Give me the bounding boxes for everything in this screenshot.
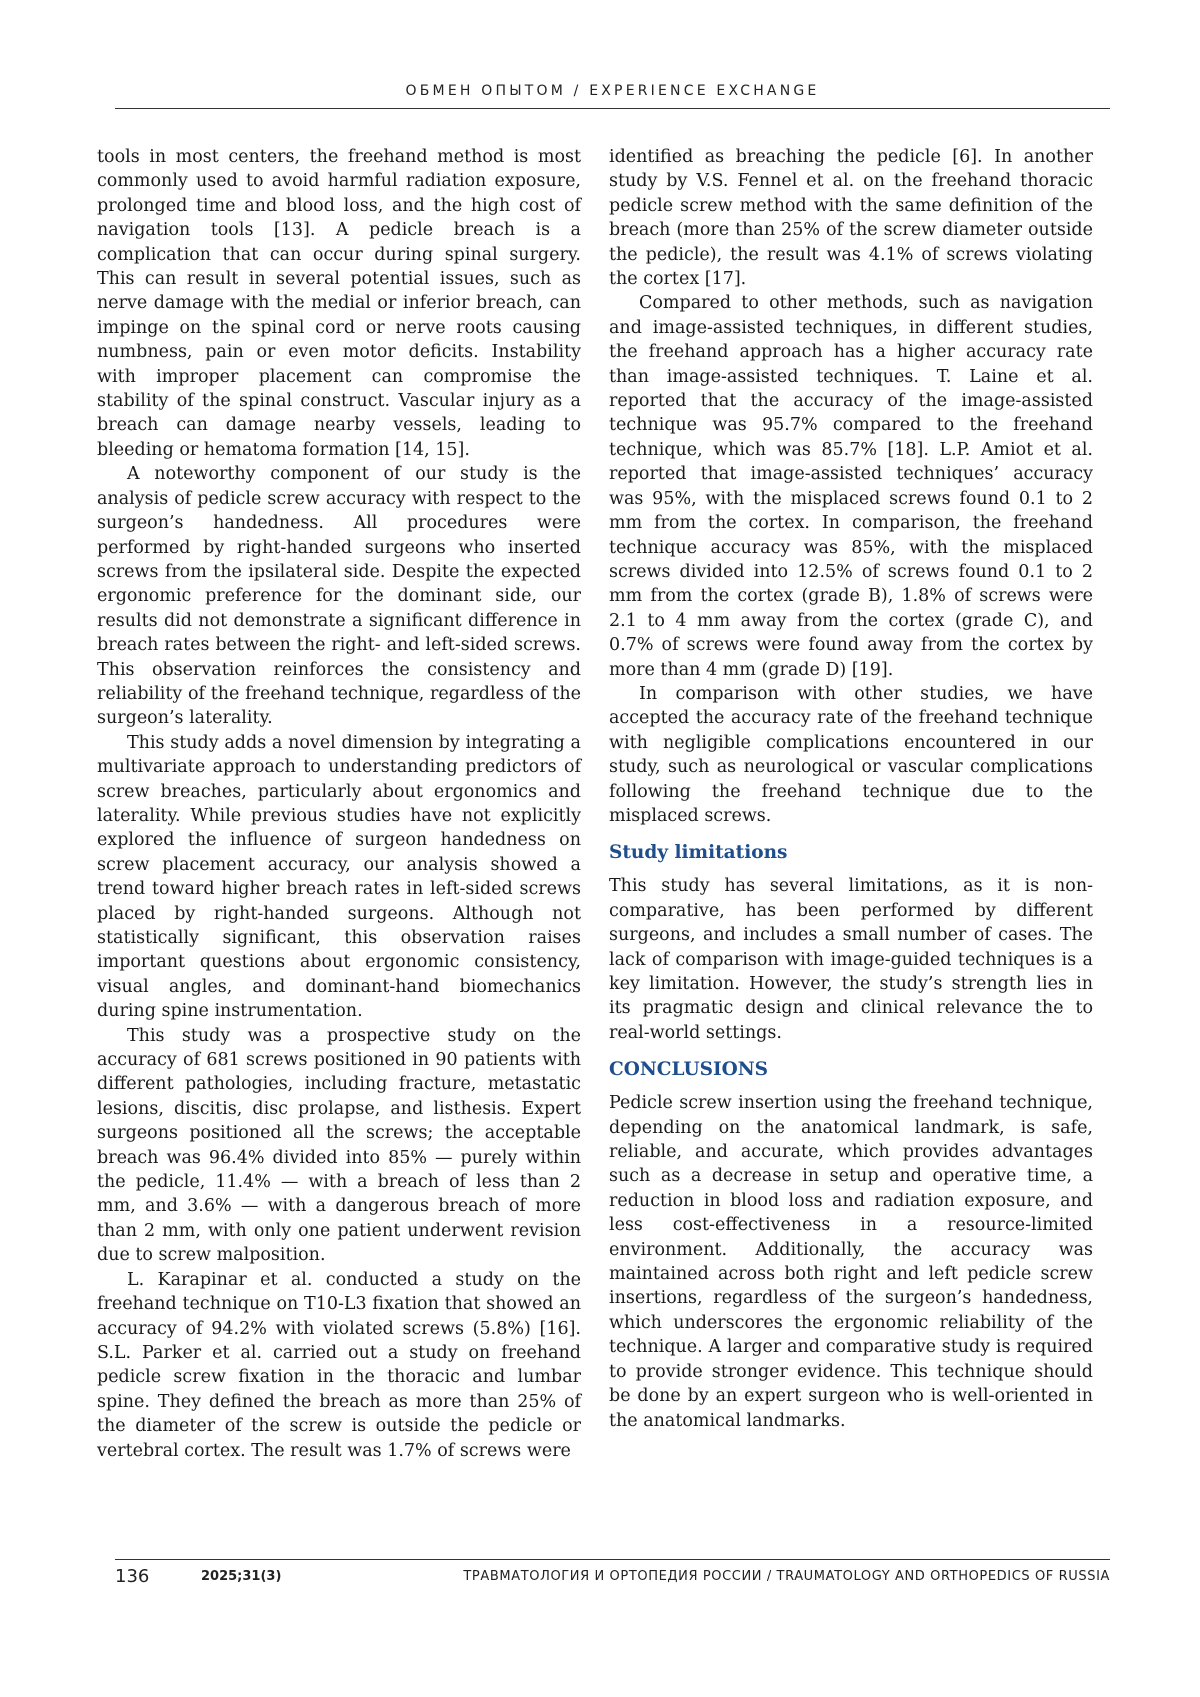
limitations-heading: Study limitations [609,841,1093,865]
paragraph: This study was a prospective study on the accuracy of 681 screws positioned in 90 patients with different pathologies, including fracture, metastatic lesions, discitis, disc prolapse, and listhesis. Expert surgeons positioned all the screws; the acceptable breach was 96.4% divided into 85% — purely within the pedicle, 11.4% — with a breach of less than 2 mm, and 3.6% — with a dangerous breach of more than 2 mm, with only one patient underwent revision due to screw malposition. [97,1024,581,1268]
conclusions-heading: CONCLUSIONS [609,1058,1093,1082]
paragraph: In comparison with other studies, we have accepted the accuracy rate of the freehand technique with negligible complications encountered in our study, such as neurological or vascular complications following the freehand technique due to the misplaced screws. [609,682,1093,828]
paragraph: identified as breaching the pedicle [6]. In another study by V.S. Fennel et al. on the freehand thoracic pedicle screw method with the same definition of the breach (more than 25% of the screw diameter outside the pedicle), the result was 4.1% of screws violating the cortex [17]. [609,145,1093,291]
journal-title: ТРАВМАТОЛОГИЯ И ОРТОПЕДИЯ РОССИИ / TRAUMATOLOGY AND ORTHOPEDICS OF RUSSIA [463,1569,1110,1584]
paragraph: tools in most centers, the freehand method is most commonly used to avoid harmful radiation exposure, prolonged time and blood loss, and the high cost of navigation tools [13]. A pedicle breach is a complication that can occur during spinal surgery. This can result in several potential issues, such as nerve damage with the medial or inferior breach, can impinge on the spinal cord or nerve roots causing numbness, pain or even motor deficits. Instability with improper placement can compromise the stability of the spinal construct. Vascular injury as a breach can damage nearby vessels, leading to bleeding or hematoma formation [14, 15]. [97,145,581,462]
section-title: ОБМЕН ОПЫТОМ / EXPERIENCE EXCHANGE [406,83,820,99]
limitations-paragraph: This study has several limitations, as it is non-comparative, has been performed by different surgeons, and includes a small number of cases. The lack of comparison with image-guided techniques is a key limitation. However, the study’s strength lies in its pragmatic design and clinical relevance the to real-world settings. [609,874,1093,1045]
paragraph: This study adds a novel dimension by integrating a multivariate approach to understanding predictors of screw breaches, particularly about ergonomics and laterality. While previous studies have not explicitly explored the influence of surgeon handedness on screw placement accuracy, our analysis showed a trend toward higher breach rates in left-sided screws placed by right-handed surgeons. Although not statistically significant, this observation raises important questions about ergonomic consistency, visual angles, and dominant-hand biomechanics during spine instrumentation. [97,731,581,1024]
conclusions-paragraph: Pedicle screw insertion using the freehand technique, depending on the anatomical landmark, is safe, reliable, and accurate, which provides advantages such as a decrease in setup and operative time, a reduction in blood loss and radiation exposure, and less cost-effectiveness in a resource-limited environment. Additionally, the accuracy was maintained across both right and left pedicle screw insertions, regardless of the surgeon’s handedness, which underscores the ergonomic reliability of the technique. A larger and comparative study is required to provide stronger evidence. This technique should be done by an expert surgeon who is well-oriented in the anatomical landmarks. [609,1091,1093,1433]
issue-number: 2025;31(3) [201,1569,281,1584]
paragraph: A noteworthy component of our study is the analysis of pedicle screw accuracy with respect to the surgeon’s handedness. All procedures were performed by right-handed surgeons who inserted screws from the ipsilateral side. Despite the expected ergonomic preference for the dominant side, our results did not demonstrate a significant difference in breach rates between the right- and left-sided screws. This observation reinforces the consistency and reliability of the freehand technique, regardless of the surgeon’s laterality. [97,462,581,730]
paragraph: L. Karapinar et al. conducted a study on the freehand technique on T10-L3 fixation that showed an accuracy of 94.2% with violated screws (5.8%) [16]. S.L. Parker et al. carried out a study on freehand pedicle screw fixation in the thoracic and lumbar spine. They defined the breach as more than 25% of the diameter of the screw is outside the pedicle or vertebral cortex. The result was 1.7% of screws were [97,1268,581,1463]
running-header [115,82,1110,109]
paragraph: Compared to other methods, such as navigation and image-assisted techniques, in different studies, the freehand approach has a higher accuracy rate than image-assisted techniques. T. Laine et al. reported that the accuracy of the image-assisted technique was 95.7% compared to the freehand technique, which was 85.7% [18]. L.P. Amiot et al. reported that image-assisted techniques’ accuracy was 95%, with the misplaced screws found 0.1 to 2 mm from the cortex. In comparison, the freehand technique accuracy was 85%, with the misplaced screws divided into 12.5% of screws found 0.1 to 2 mm from the cortex (grade B), 1.8% of screws were 2.1 to 4 mm away from the cortex (grade C), and 0.7% of screws were found away from the cortex by more than 4 mm (grade D) [19]. [609,291,1093,682]
right-column [609,145,1093,1433]
page-number: 136 [115,1566,149,1587]
running-footer [115,1559,1110,1590]
left-column [97,145,581,1463]
